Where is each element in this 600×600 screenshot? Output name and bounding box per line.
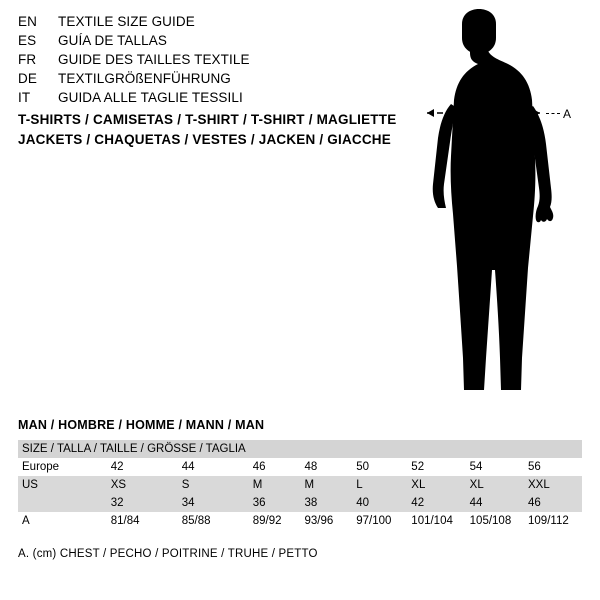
language-title: TEXTILGRÖßENFÜHRUNG [58, 71, 231, 86]
cell: 50 [352, 458, 407, 476]
category-block [18, 110, 418, 150]
cell: 89/92 [249, 512, 301, 530]
table-header-filler [249, 440, 301, 458]
cell: 40 [352, 494, 407, 512]
language-row [18, 90, 398, 109]
cell: 34 [178, 494, 249, 512]
cell: S [178, 476, 249, 494]
category-line-jackets: JACKETS / CHAQUETAS / VESTES / JACKEN / GIACCHE [18, 132, 391, 147]
measure-label-a: A [563, 107, 572, 121]
cell: 36 [249, 494, 301, 512]
row-label: US [18, 476, 107, 494]
cell: 81/84 [107, 512, 178, 530]
language-header-block [18, 14, 398, 109]
table-header-filler [407, 440, 465, 458]
table-header-filler [300, 440, 352, 458]
table-header-filler [466, 440, 524, 458]
table-row [18, 476, 582, 494]
language-title: GUIDE DES TAILLES TEXTILE [58, 52, 250, 67]
language-code: ES [18, 33, 37, 48]
table-row [18, 458, 582, 476]
cell: 85/88 [178, 512, 249, 530]
table-title: MAN / HOMBRE / HOMME / MANN / MAN [18, 418, 265, 432]
cell: 44 [466, 494, 524, 512]
table-row [18, 512, 582, 530]
cell: M [249, 476, 301, 494]
measure-leader-line [546, 113, 560, 114]
language-title: GUÍA DE TALLAS [58, 33, 167, 48]
row-label [18, 494, 107, 512]
cell: 93/96 [300, 512, 352, 530]
figure-area [400, 8, 600, 408]
cell: XXL [524, 476, 582, 494]
cell: L [352, 476, 407, 494]
language-row [18, 33, 398, 52]
table-header-filler [524, 440, 582, 458]
language-row [18, 14, 398, 33]
language-row [18, 52, 398, 71]
cell: 101/104 [407, 512, 465, 530]
cell: 97/100 [352, 512, 407, 530]
table-row-header [18, 440, 582, 458]
table-row [18, 494, 582, 512]
cell: 46 [249, 458, 301, 476]
cell: XL [407, 476, 465, 494]
cell: 42 [407, 494, 465, 512]
table-note: A. (cm) CHEST / PECHO / POITRINE / TRUHE / PETTO [18, 548, 318, 560]
row-label: A [18, 512, 107, 530]
cell: 46 [524, 494, 582, 512]
language-title: TEXTILE SIZE GUIDE [58, 14, 195, 29]
cell: 38 [300, 494, 352, 512]
table-header-filler [352, 440, 407, 458]
cell: XL [466, 476, 524, 494]
table-header-label: SIZE / TALLA / TAILLE / GRÖSSE / TAGLIA [18, 440, 249, 458]
category-line-tshirts: T-SHIRTS / CAMISETAS / T-SHIRT / T-SHIRT / MAGLIETTE [18, 112, 397, 127]
cell: M [300, 476, 352, 494]
language-title: GUIDA ALLE TAGLIE TESSILI [58, 90, 243, 105]
male-silhouette-icon [400, 8, 600, 408]
cell: 32 [107, 494, 178, 512]
row-label: Europe [18, 458, 107, 476]
cell: 44 [178, 458, 249, 476]
cell: 52 [407, 458, 465, 476]
language-code: EN [18, 14, 37, 29]
language-row [18, 71, 398, 90]
cell: 42 [107, 458, 178, 476]
cell: 54 [466, 458, 524, 476]
cell: 105/108 [466, 512, 524, 530]
cell: 48 [300, 458, 352, 476]
size-table [18, 440, 582, 530]
language-code: DE [18, 71, 37, 86]
cell: 56 [524, 458, 582, 476]
cell: 109/112 [524, 512, 582, 530]
language-code: FR [18, 52, 37, 67]
language-code: IT [18, 90, 31, 105]
cell: XS [107, 476, 178, 494]
